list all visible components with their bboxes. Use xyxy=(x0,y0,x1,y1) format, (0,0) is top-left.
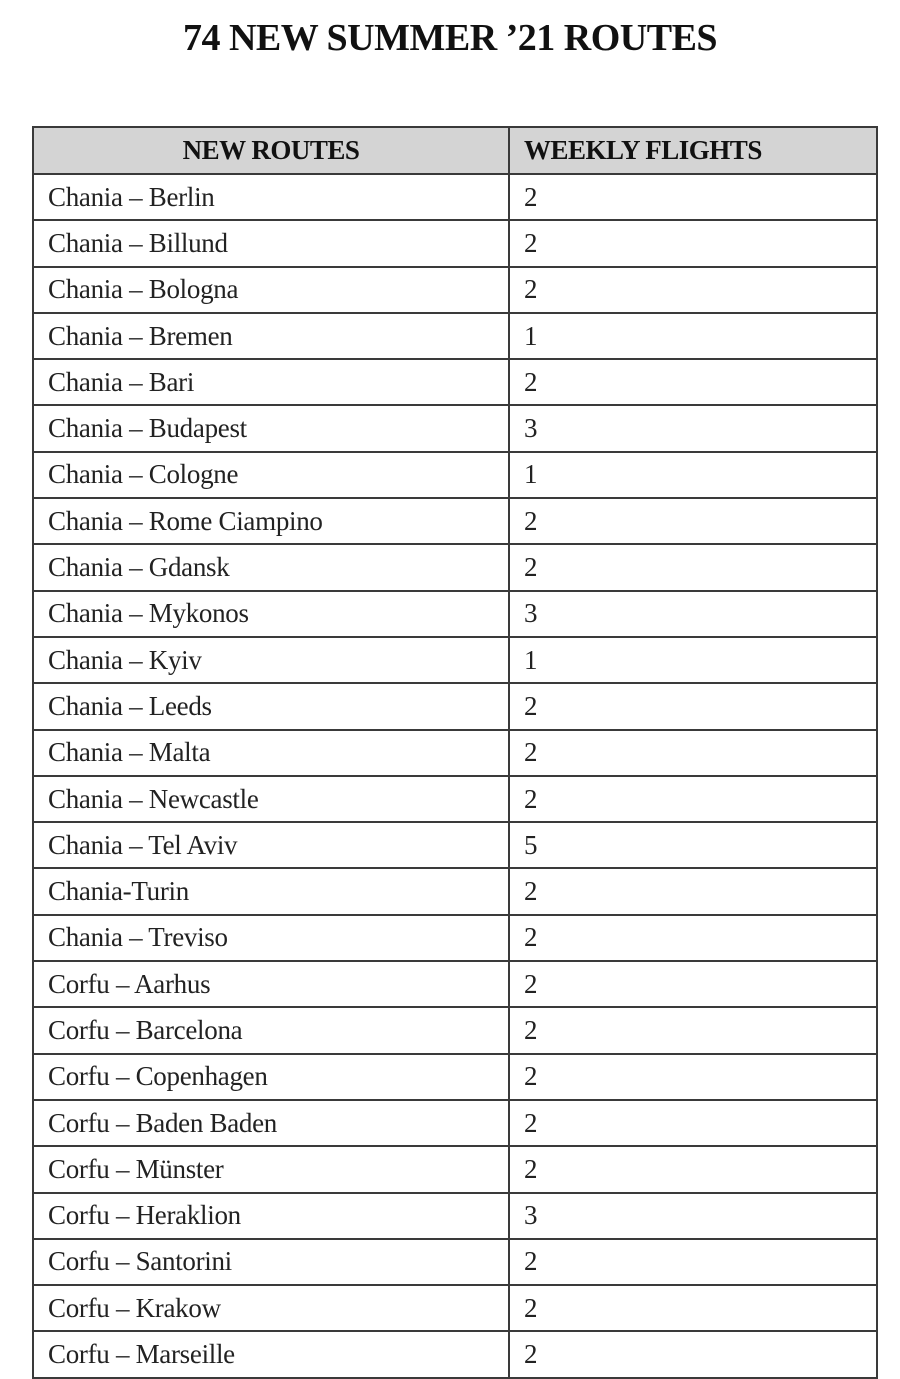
table-row xyxy=(33,637,877,683)
weekly-flights-cell: 2 xyxy=(509,174,877,220)
table-row xyxy=(33,915,877,961)
route-cell: Chania – Newcastle xyxy=(33,776,509,822)
weekly-flights-cell: 2 xyxy=(509,220,877,266)
weekly-flights-cell: 2 xyxy=(509,267,877,313)
routes-table-container xyxy=(32,126,876,1379)
weekly-flights-cell: 2 xyxy=(509,1239,877,1285)
weekly-flights-cell: 2 xyxy=(509,868,877,914)
table-row xyxy=(33,1100,877,1146)
table-row xyxy=(33,868,877,914)
table-row xyxy=(33,1054,877,1100)
table-row xyxy=(33,544,877,590)
route-cell: Chania – Bologna xyxy=(33,267,509,313)
table-row xyxy=(33,359,877,405)
table-body xyxy=(33,174,877,1378)
route-cell: Corfu – Marseille xyxy=(33,1331,509,1377)
table-row xyxy=(33,220,877,266)
route-cell: Corfu – Barcelona xyxy=(33,1007,509,1053)
table-row xyxy=(33,822,877,868)
route-cell: Chania – Budapest xyxy=(33,405,509,451)
weekly-flights-cell: 2 xyxy=(509,498,877,544)
weekly-flights-cell: 2 xyxy=(509,915,877,961)
weekly-flights-cell: 2 xyxy=(509,544,877,590)
route-cell: Corfu – Münster xyxy=(33,1146,509,1192)
weekly-flights-cell: 5 xyxy=(509,822,877,868)
route-cell: Chania – Rome Ciampino xyxy=(33,498,509,544)
route-cell: Corfu – Copenhagen xyxy=(33,1054,509,1100)
table-row xyxy=(33,961,877,1007)
route-cell: Corfu – Baden Baden xyxy=(33,1100,509,1146)
weekly-flights-cell: 3 xyxy=(509,591,877,637)
weekly-flights-cell: 3 xyxy=(509,1193,877,1239)
route-cell: Chania – Treviso xyxy=(33,915,509,961)
route-cell: Chania – Mykonos xyxy=(33,591,509,637)
table-row xyxy=(33,1146,877,1192)
route-cell: Chania – Gdansk xyxy=(33,544,509,590)
weekly-flights-cell: 3 xyxy=(509,405,877,451)
table-row xyxy=(33,174,877,220)
route-cell: Corfu – Aarhus xyxy=(33,961,509,1007)
table-row xyxy=(33,1007,877,1053)
table-row xyxy=(33,1239,877,1285)
route-cell: Chania – Bari xyxy=(33,359,509,405)
table-row xyxy=(33,405,877,451)
weekly-flights-cell: 2 xyxy=(509,1331,877,1377)
route-cell: Chania – Leeds xyxy=(33,683,509,729)
weekly-flights-cell: 2 xyxy=(509,359,877,405)
column-header-new-routes: NEW ROUTES xyxy=(33,127,509,174)
weekly-flights-cell: 2 xyxy=(509,683,877,729)
weekly-flights-cell: 2 xyxy=(509,1285,877,1331)
route-cell: Corfu – Santorini xyxy=(33,1239,509,1285)
route-cell: Corfu – Krakow xyxy=(33,1285,509,1331)
column-header-weekly-flights: WEEKLY FLIGHTS xyxy=(509,127,877,174)
route-cell: Chania – Malta xyxy=(33,730,509,776)
weekly-flights-cell: 2 xyxy=(509,1100,877,1146)
weekly-flights-cell: 2 xyxy=(509,1054,877,1100)
table-row xyxy=(33,591,877,637)
weekly-flights-cell: 1 xyxy=(509,313,877,359)
table-row xyxy=(33,1285,877,1331)
table-row xyxy=(33,683,877,729)
table-row xyxy=(33,267,877,313)
table-row xyxy=(33,730,877,776)
route-cell: Chania – Bremen xyxy=(33,313,509,359)
weekly-flights-cell: 2 xyxy=(509,776,877,822)
table-header-row xyxy=(33,127,877,174)
route-cell: Chania-Turin xyxy=(33,868,509,914)
routes-table xyxy=(32,126,878,1379)
table-row xyxy=(33,1331,877,1377)
route-cell: Chania – Cologne xyxy=(33,452,509,498)
table-row xyxy=(33,452,877,498)
route-cell: Chania – Berlin xyxy=(33,174,509,220)
route-cell: Chania – Tel Aviv xyxy=(33,822,509,868)
page-title: 74 NEW SUMMER ’21 ROUTES xyxy=(182,17,718,59)
table-row xyxy=(33,313,877,359)
table-row xyxy=(33,1193,877,1239)
route-cell: Chania – Kyiv xyxy=(33,637,509,683)
weekly-flights-cell: 1 xyxy=(509,637,877,683)
weekly-flights-cell: 2 xyxy=(509,1146,877,1192)
weekly-flights-cell: 2 xyxy=(509,730,877,776)
route-cell: Corfu – Heraklion xyxy=(33,1193,509,1239)
table-row xyxy=(33,498,877,544)
weekly-flights-cell: 2 xyxy=(509,961,877,1007)
weekly-flights-cell: 2 xyxy=(509,1007,877,1053)
weekly-flights-cell: 1 xyxy=(509,452,877,498)
table-row xyxy=(33,776,877,822)
route-cell: Chania – Billund xyxy=(33,220,509,266)
